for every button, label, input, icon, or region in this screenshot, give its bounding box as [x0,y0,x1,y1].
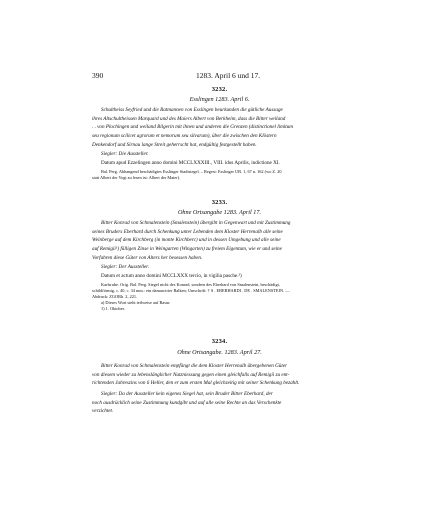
summary-line: Vorfahren diese Güter von Alters her besessen haben. [92,254,203,261]
summary-line: Bitter Konrad von Schmalenstein (Smalenstein) übergibt in Gegenwart und mit Zustimmung [101,220,291,226]
note-line: statt Albert der Vogt zu lesen ist: Albert der Maier). [92,175,181,181]
summary-line: seu regionum scilicet agrorum et nemorum seu silvarum), über die zwischen den Klöstern [92,133,277,140]
summary-line: richtenden Jahreszins von 6 Heller, den er zum ersten Mal gleichzeitig mit seiner Schenkung bezahlt. [92,380,300,387]
archival-notes [92,169,362,181]
note-line: Bal. Perg. Abhangend beschädigtes Esslinger Stadtsiegel. – Regest: Esslinger UB. 1, 67 n. 162 (wo Z. 20 [101,169,282,174]
document-place-date: Ohne Ortsangabe 1283. April 17. [177,209,262,216]
summary-line: Schultheiss Seyfried und die Ratmannen von Esslingen beurkunden die gütliche Aussage [101,107,283,113]
note-line: Abdruck: ZGORh. 2, 221. [92,294,138,300]
document-number: 3233. [211,199,228,206]
datum-line: Datum apud Ezzelingen anno domini MCCLXXXIII., VIII. idus Aprilis, indictione XI. [101,160,280,166]
note-line: schildförmig, c. 40, c. 34 mm.: ein damascirter Balken; Umschrift: † S . EBERHARDI . DE . SMALENSTEIN. — [92,288,290,294]
sealer-note: Siegler: Die Aussteller. [101,151,149,157]
summary-line: Weinberge auf dem Kirchberg (in monte Kirchberc) und in dessen Umgebung und alle seine [92,237,281,244]
summary-line: seines Bruders Eberhard durch Schenkung unter Lebenden dem Kloster Herrenalb alle seine [92,228,283,235]
document-place-date: Esslingen 1283. April 6. [189,96,250,103]
summary-line: von diesem wieder zu lebenslänglicher Nutzniessung gegen einen gleichfalls auf Remigii zu ent- [92,371,290,378]
summary-line: ihres Altschultheissen Marquard und des Maiers Albert von Berkheim, dass die Bitter weiland [92,115,286,122]
sealer-line: noch ausdrücklich seine Zustimmung kundgibt und auf alle seine Rechte an das Verschenkte [92,399,282,406]
document-summary [92,362,362,388]
summary-line: auf Remigii¹) fälligen Zinse in Weingarten (Wingarten) zu freiem Eigentum, wie er und seine [92,246,282,253]
document-summary [92,219,362,263]
footnote-line: a) Dieses Wort steht teilweise auf Rasur. [101,300,171,306]
note-line: Karlsruhe. Orig. Bal. Perg. Siegel nicht des Konrad, sondern des Eberhard von Smalenstein, beschädigt, [101,282,280,287]
summary-line: Denkendorf und Sirnau lange Streit geherrscht hat, endgültig festgestellt haben. [92,141,257,148]
archival-notes [92,282,362,312]
sealer-line: Siegler: Da der Aussteller kein eigenes Siegel hat, sein Bruder Bitter Eberhard, der [101,391,273,397]
document-place-date: Ohne Ortsangabe. 1283. April 27. [177,349,262,356]
document-summary [92,106,362,150]
datum-line: Datum et actum anno domini MCCLXXX tercio, in vigilia pasche.²) [101,273,242,279]
page-header [0,71,439,83]
sealer-note: Siegler: Der Aussteller. [101,264,150,270]
sealer-note [92,390,362,416]
footnote-line: 1) 1. Oktober. [101,306,125,312]
document-number: 3232. [211,86,228,93]
summary-line: . . von Plochingen und weiland Bilgerin mit ihnen und anderen die Grenzen (distinctionel limitum [92,124,293,131]
page-number: 390 [92,71,104,80]
sealer-line: verzichtet. [92,408,114,415]
running-head: 1283. April 6 und 17. [196,71,261,80]
document-number: 3234. [211,338,228,345]
summary-line: Bitter Konrad von Schmalenstein empfängt die dem Kloster Herrenalb übergebenen Güter [101,363,288,369]
